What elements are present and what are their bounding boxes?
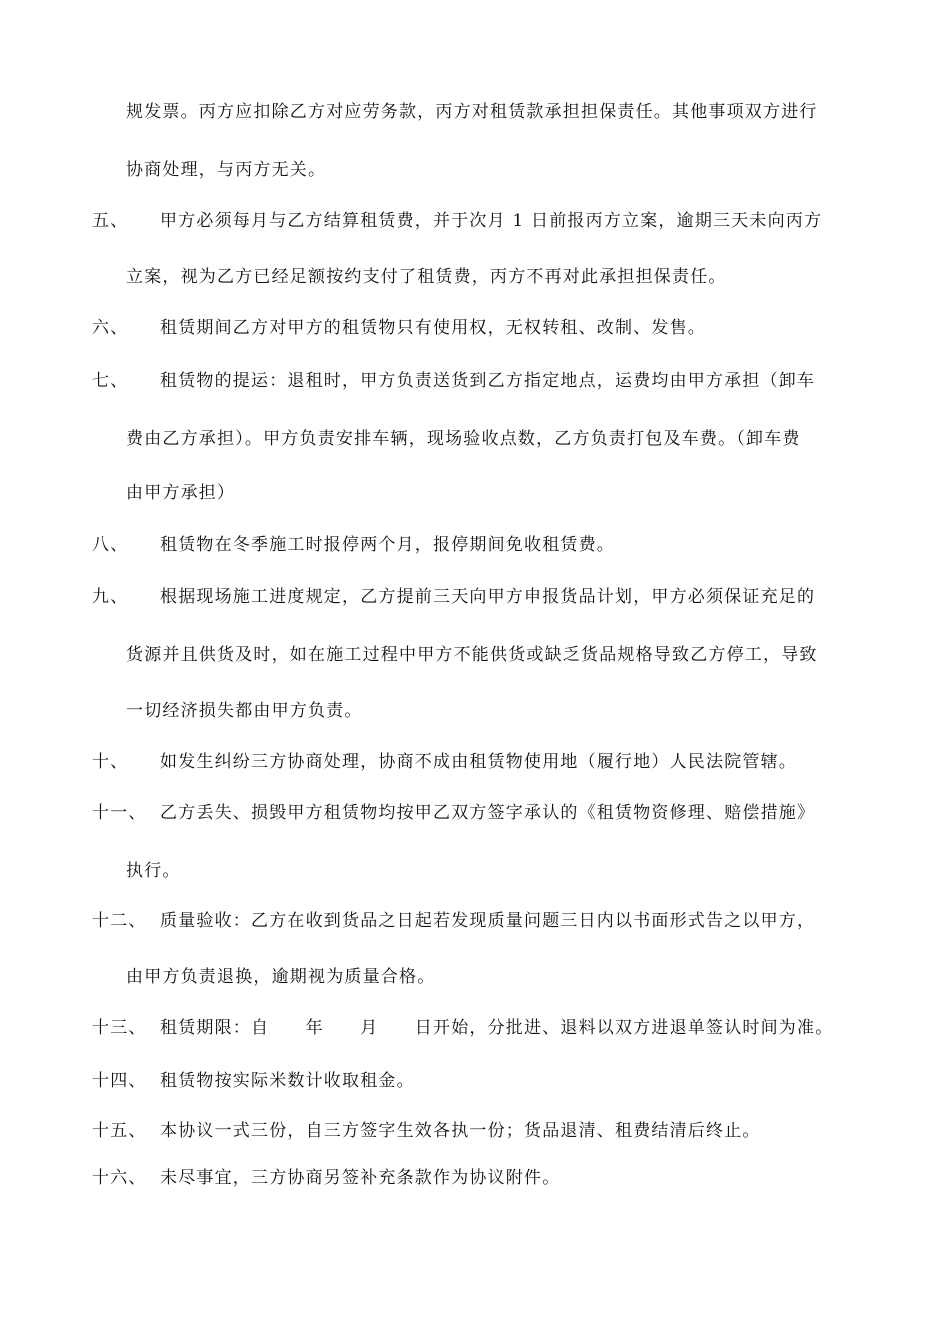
clause-number-7: 七、 <box>92 371 129 391</box>
clause-15-line-1: 本协议一式三份，自三方签字生效各执一份；货品退清、租费结清后终止。 <box>160 1121 761 1141</box>
clause-5-line-2: 立案，视为乙方已经足额按约支付了租赁费，丙方不再对此承担担保责任。 <box>126 267 727 287</box>
clause-9-line-2: 货源并且供货及时，如在施工过程中甲方不能供货或缺乏货品规格导致乙方停工，导致 <box>126 645 818 665</box>
clause-14-line-1: 租赁物按实际米数计收取租金。 <box>160 1071 415 1091</box>
clause-11-line-2: 执行。 <box>126 861 181 881</box>
intro-line-1: 规发票。丙方应扣除乙方对应劳务款，丙方对租赁款承担担保责任。其他事项双方进行 <box>126 102 818 122</box>
clause-9-line-3: 一切经济损失都由甲方负责。 <box>126 701 363 721</box>
clause-11-line-1: 乙方丢失、损毁甲方租赁物均按甲乙双方签字承认的《租赁物资修理、赔偿措施》 <box>160 803 816 823</box>
clause-number-13: 十三、 <box>92 1018 147 1038</box>
clause-16-line-1: 未尽事宜，三方协商另签补充条款作为协议附件。 <box>160 1168 561 1188</box>
clause-number-11: 十一、 <box>92 803 147 823</box>
clause-number-6: 六、 <box>92 318 129 338</box>
clause-number-8: 八、 <box>92 535 129 555</box>
clause-number-16: 十六、 <box>92 1168 147 1188</box>
clause-10-line-1: 如发生纠纷三方协商处理，协商不成由租赁物使用地（履行地）人民法院管辖。 <box>160 752 797 772</box>
clause-12-line-1: 质量验收：乙方在收到货品之日起若发现质量问题三日内以书面形式告之以甲方， <box>160 911 816 931</box>
clause-number-12: 十二、 <box>92 911 147 931</box>
clause-number-5: 五、 <box>92 211 129 231</box>
clause-8-line-1: 租赁物在冬季施工时报停两个月，报停期间免收租赁费。 <box>160 535 615 555</box>
clause-7-line-1: 租赁物的提运：退租时，甲方负责送货到乙方指定地点，运费均由甲方承担（卸车 <box>160 371 816 391</box>
clause-number-10: 十、 <box>92 752 129 772</box>
clause-number-9: 九、 <box>92 587 129 607</box>
clause-12-line-2: 由甲方负责退换，逾期视为质量合格。 <box>126 967 436 987</box>
clause-7-line-2: 费由乙方承担）。甲方负责安排车辆，现场验收点数，乙方负责打包及车费。（卸车费 <box>126 429 801 449</box>
clause-6-line-1: 租赁期间乙方对甲方的租赁物只有使用权，无权转租、改制、发售。 <box>160 318 706 338</box>
clause-number-15: 十五、 <box>92 1121 147 1141</box>
intro-line-2: 协商处理，与丙方无关。 <box>126 160 327 180</box>
clause-5-line-1: 甲方必须每月与乙方结算租赁费，并于次月 1 日前报丙方立案，逾期三天未向丙方 <box>160 211 823 231</box>
clause-7-line-3: 由甲方承担） <box>126 483 236 503</box>
clause-number-14: 十四、 <box>92 1071 147 1091</box>
clause-9-line-1: 根据现场施工进度规定，乙方提前三天向甲方申报货品计划，甲方必须保证充足的 <box>160 587 816 607</box>
clause-13-line-1: 租赁期限：自 年 月 日开始，分批进、退料以双方进退单签认时间为准。 <box>160 1018 834 1038</box>
